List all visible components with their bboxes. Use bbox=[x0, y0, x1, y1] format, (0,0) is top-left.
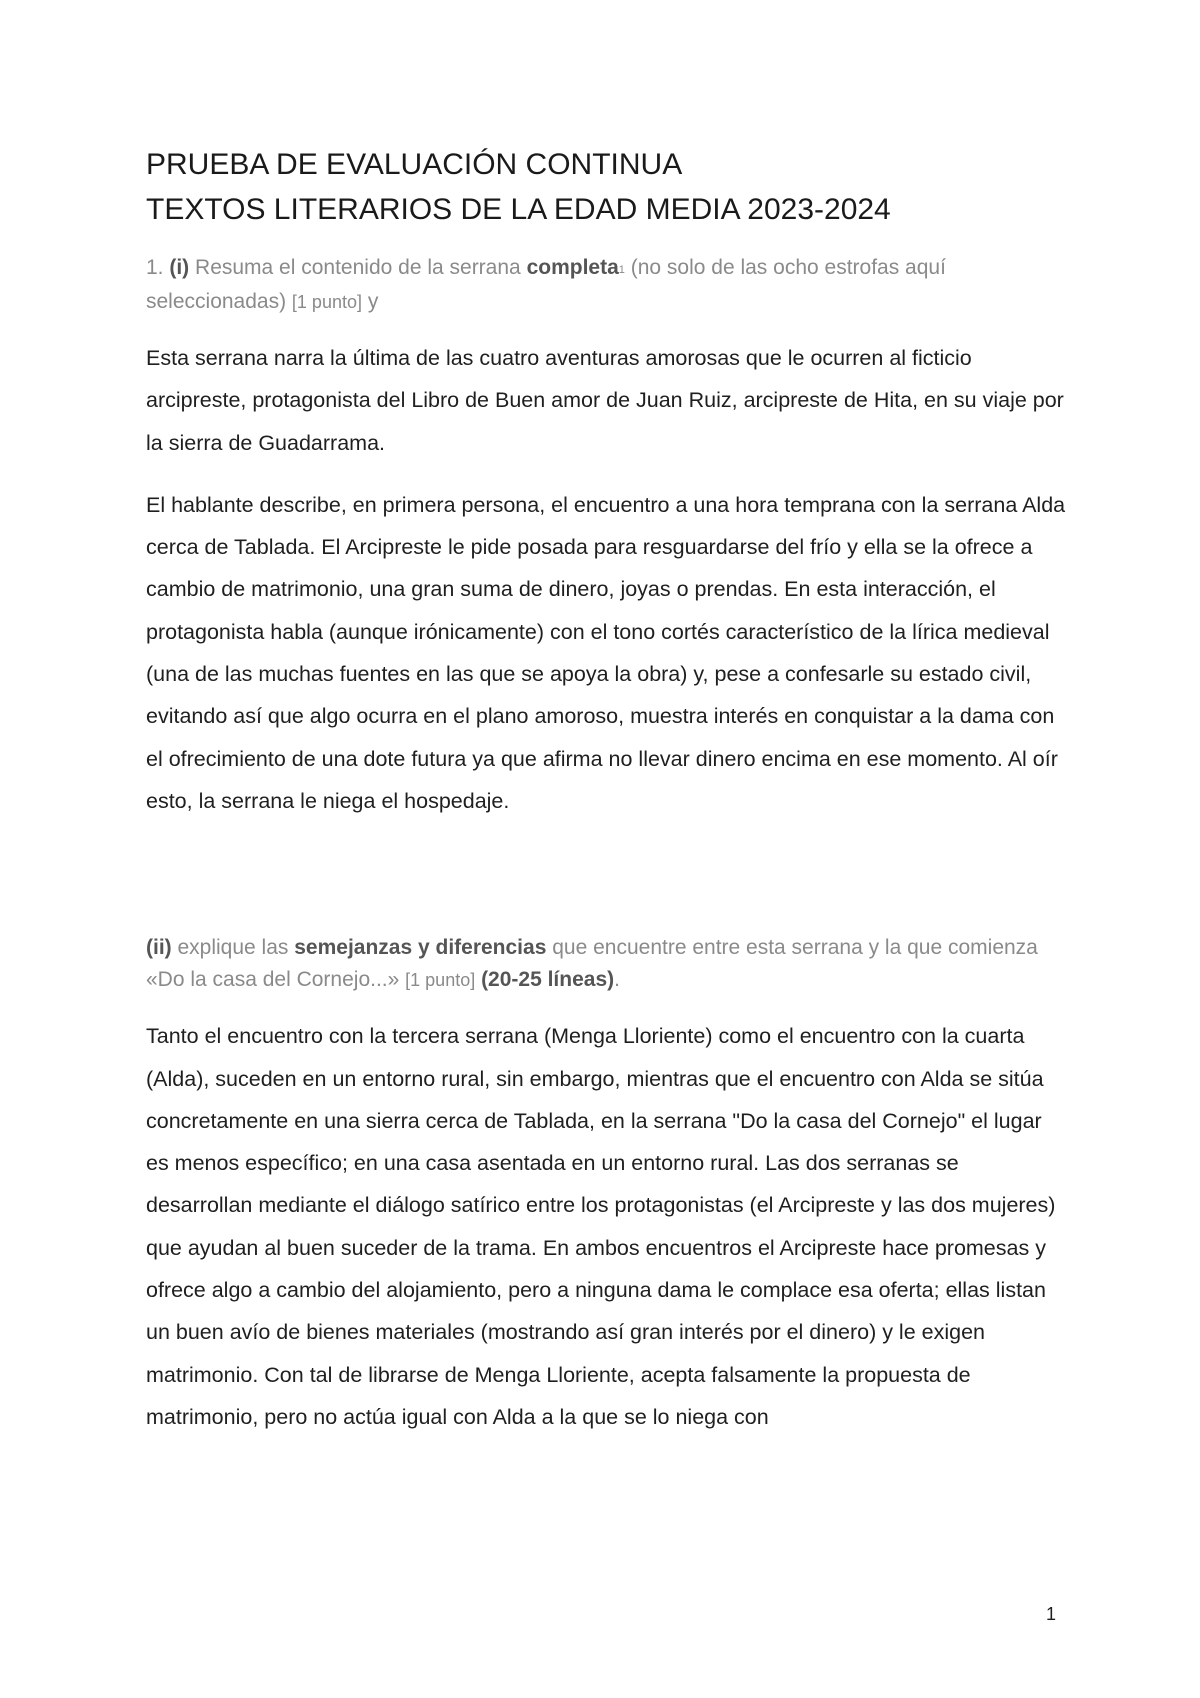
question-2 bbox=[146, 932, 1066, 996]
question-2-label: (ii) bbox=[146, 936, 172, 960]
title-line-1: PRUEBA DE EVALUACIÓN CONTINUA bbox=[146, 148, 683, 181]
question-1-text-c: y bbox=[361, 290, 379, 313]
answer-1-paragraph-1: Esta serrana narra la última de las cuatro aventuras amorosas que le ocurren al ficticio arcipreste, protagonista del Libro de Buen amor de Juan Ruiz, arcipreste de Hita, en su viaje por la sierra de Guadarrama. bbox=[146, 346, 1064, 455]
answer-2-paragraph-1: Tanto el encuentro con la tercera serrana (Menga Lloriente) como el encuentro con la cuarta (Alda), suceden en un entorno rural, sin embargo, mientras que el encuentro con Alda se sitúa concretamente en una sierra cerca de Tablada, en la serrana "Do la casa del Cornejo" el lugar es menos específico; en una casa asentada en un entorno rural. Las dos serranas se desarrollan mediante el diálogo satírico entre los protagonistas (el Arcipreste y las dos mujeres) que ayudan al buen suceder de la trama. En ambos encuentros el Arcipreste hace promesas y ofrece algo a cambio del alojamiento, pero a ninguna dama le complace esa oferta; ellas listan un buen avío de bienes materiales (mostrando así gran interés por el dinero) y le exigen matrimonio. Con tal de librarse de Menga Lloriente, acepta falsamente la propuesta de matrimonio, pero no actúa igual con Alda a la que se lo niega con bbox=[146, 1024, 1056, 1429]
footnote-marker: 1 bbox=[618, 264, 625, 276]
question-2-text-b: que encuentre entre esta serrana y la que comienza «Do la casa del Cornejo...» bbox=[146, 936, 1038, 992]
answer-1-paragraph-2: El hablante describe, en primera persona, el encuentro a una hora temprana con la serrana Alda cerca de Tablada. El Arcipreste le pide posada para resguardarse del frío y ella se la ofrece a cambio de matrimonio, una gran suma de dinero, joyas o prendas. En esta interacción, el protagonista habla (aunque irónicamente) con el tono cortés característico de la lírica medieval (una de las muchas fuentes en las que se apoya la obra) y, pese a confesarle su estado civil, evitando así que algo ocurra en el plano amoroso, muestra interés en conquistar a la dama con el ofrecimiento de una dote futura ya que afirma no llevar dinero encima en ese momento. Al oír esto, la serrana le niega el hospedaje. bbox=[146, 492, 1066, 813]
question-1-points: [1 punto] bbox=[291, 292, 362, 312]
question-2-bold: semejanzas y diferencias bbox=[294, 936, 547, 960]
section-gap bbox=[146, 822, 1066, 912]
question-2-end: . bbox=[614, 968, 620, 992]
page-number: 1 bbox=[1046, 1604, 1057, 1624]
title-line-2: TEXTOS LITERARIOS DE LA EDAD MEDIA 2023-2024 bbox=[146, 193, 891, 226]
document-page bbox=[146, 142, 1066, 1438]
question-1 bbox=[146, 252, 1066, 318]
question-2-text-a: explique las bbox=[171, 936, 295, 960]
question-2-length: (20-25 líneas) bbox=[481, 968, 615, 992]
question-1-text-b: (no solo de las ocho estrofas aquí seleccionadas) bbox=[146, 256, 946, 313]
question-1-number: 1. bbox=[146, 256, 170, 279]
question-1-text-a: Resuma el contenido de la serrana bbox=[189, 256, 527, 279]
question-1-label: (i) bbox=[169, 256, 190, 279]
question-2-points: [1 punto] bbox=[405, 970, 476, 991]
document-title bbox=[146, 142, 1066, 232]
question-1-bold: completa bbox=[526, 256, 619, 279]
